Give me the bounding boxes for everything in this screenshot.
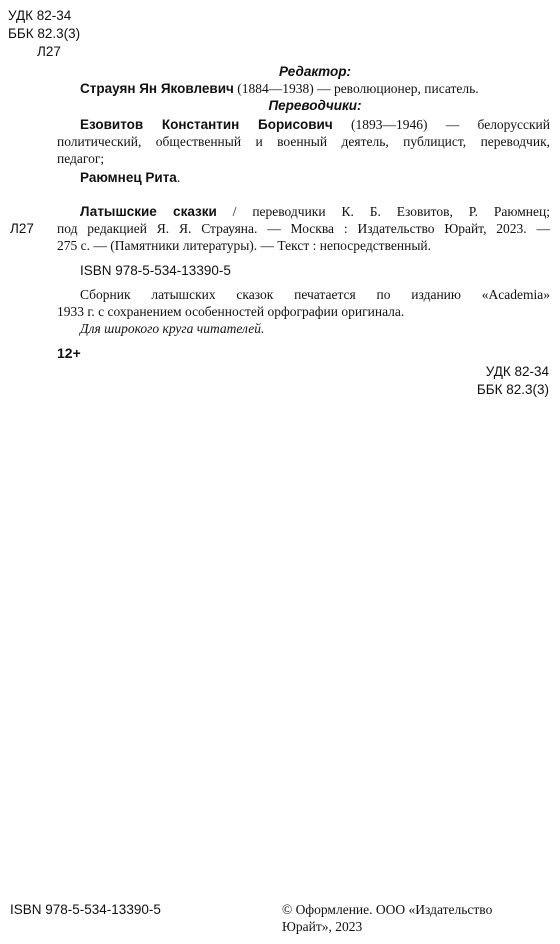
description-continuation: [57, 220, 550, 254]
annotation-line1: Сборник латышских сказок печатается по изданию «Academia»: [80, 287, 550, 302]
translator-1-line2: [57, 133, 550, 167]
udk-code: УДК 82-34: [8, 8, 72, 23]
bottom-bbk-code: ББК 82.3(3): [476, 382, 549, 397]
translators-heading: Переводчики:: [268, 98, 362, 113]
translator-1-info-line3: педагог;: [57, 151, 105, 166]
editor-entry: [80, 80, 479, 97]
translator-2-name: Раюмнец Рита: [80, 170, 177, 185]
audience-note: Для широкого круга читателей.: [80, 321, 265, 336]
age-rating: 12+: [57, 345, 81, 361]
translator-1-line1: [80, 116, 550, 133]
description-responsibility: / переводчики К. Б. Езовитов, Р. Раюмнец;: [232, 204, 550, 219]
translator-2-entry: [80, 169, 180, 186]
editor-info: (1884—1938) — революционер, писатель.: [237, 81, 479, 96]
margin-author-sign: Л27: [10, 221, 34, 236]
description-line1: [80, 203, 550, 220]
translator-1-name: Езовитов Константин Борисович: [80, 117, 333, 132]
description-isbn: ISBN 978-5-534-13390-5: [80, 263, 231, 278]
bbk-code: ББК 82.3(3): [8, 26, 81, 41]
copyright-notice: [282, 901, 492, 935]
translator-1-info-line2: политический, общественный и военный деятель, публицист, переводчик,: [57, 134, 550, 149]
description-line2: под редакцией Я. Я. Страуяна. — Москва : Издательство Юрайт, 2023. —: [57, 221, 550, 236]
author-sign: Л27: [37, 44, 61, 59]
copyright-line1: © Оформление. ООО «Издательство: [282, 902, 493, 917]
copyright-line2: Юрайт», 2023: [282, 919, 363, 934]
bottom-udk-code: УДК 82-34: [485, 364, 549, 379]
editor-name: Страуян Ян Яковлевич: [80, 81, 234, 96]
translator-1-info: (1893—1946) — белорусский: [350, 117, 550, 132]
translator-2-punct: .: [176, 170, 181, 185]
annotation-line2: 1933 г. с сохранением особенностей орфографии оригинала.: [57, 304, 405, 319]
book-title: Латышские сказки: [80, 204, 217, 219]
description-line3: 275 с. — (Памятники литературы). — Текст : непосредственный.: [57, 238, 431, 253]
editor-heading: Редактор:: [278, 64, 351, 79]
footer-isbn: ISBN 978-5-534-13390-5: [10, 902, 161, 917]
